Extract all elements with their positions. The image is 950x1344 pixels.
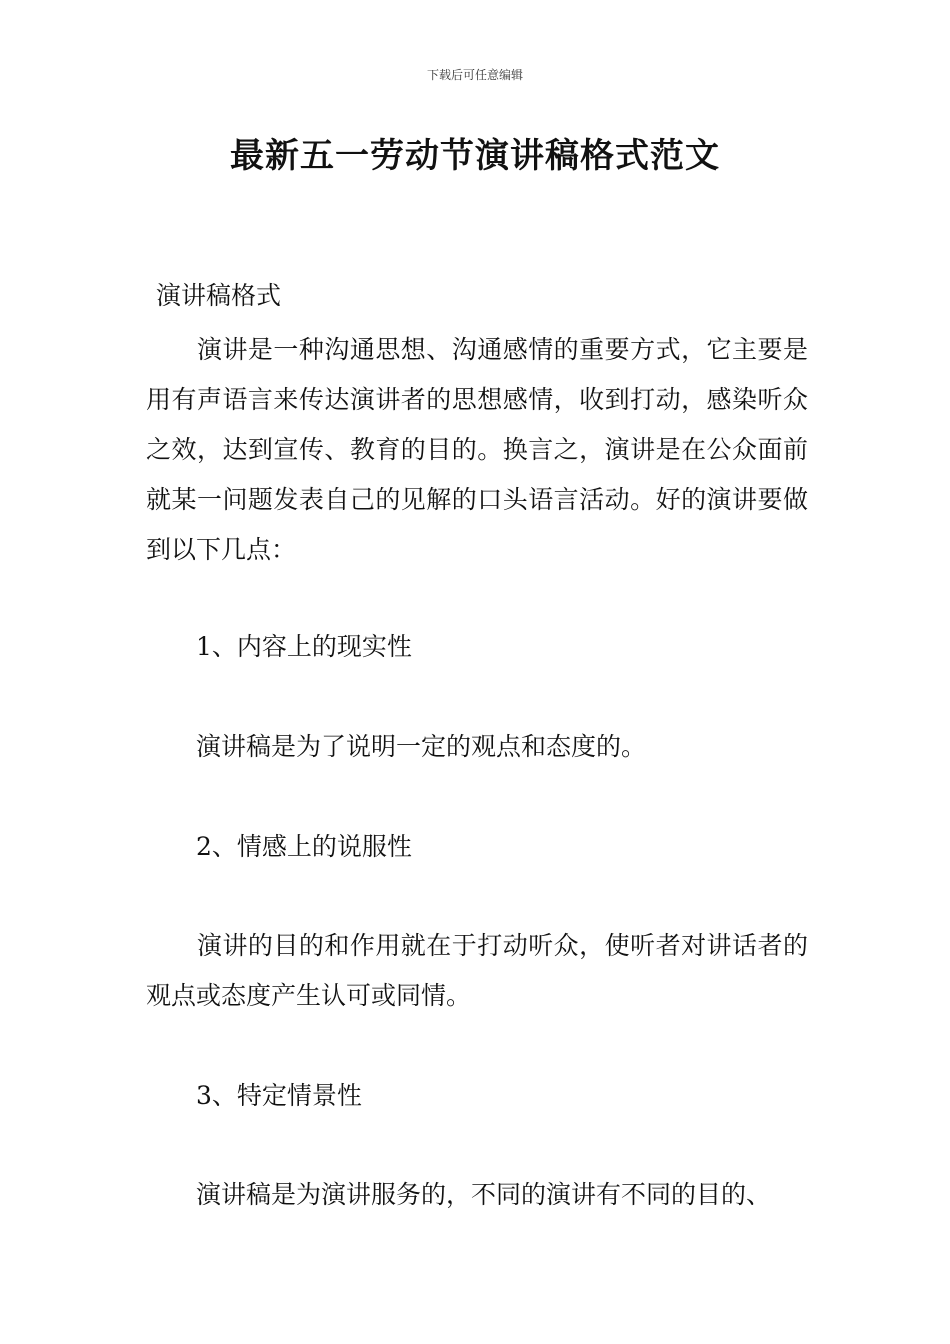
header-note: 下载后可任意编辑 bbox=[426, 68, 523, 82]
intro-paragraph: 演讲是一种沟通思想、沟通感情的重要方式，它主要是用有声语言来传达演讲者的思想感情，收到打动，感染听众之效，达到宣传、教育的目的。换言之，演讲是在公众面前就某一问题发表自己的见解的口头语言活动。好的演讲要做到以下几点： bbox=[146, 335, 808, 564]
point-3-heading: 3、特定情景性 bbox=[146, 1081, 362, 1110]
point-2-heading: 2、情感上的说服性 bbox=[146, 832, 412, 861]
page-title: 最新五一劳动节演讲稿格式范文 bbox=[230, 136, 720, 176]
point-1-text: 演讲稿是为了说明一定的观点和态度的。 bbox=[146, 732, 647, 761]
point-2-text: 演讲的目的和作用就在于打动听众，使听者对讲话者的观点或态度产生认可或同情。 bbox=[146, 931, 808, 1010]
point-3-text: 演讲稿是为演讲服务的，不同的演讲有不同的目的、 bbox=[146, 1180, 772, 1209]
section-heading: 演讲稿格式 bbox=[156, 281, 282, 310]
point-1-heading: 1、内容上的现实性 bbox=[146, 632, 412, 661]
